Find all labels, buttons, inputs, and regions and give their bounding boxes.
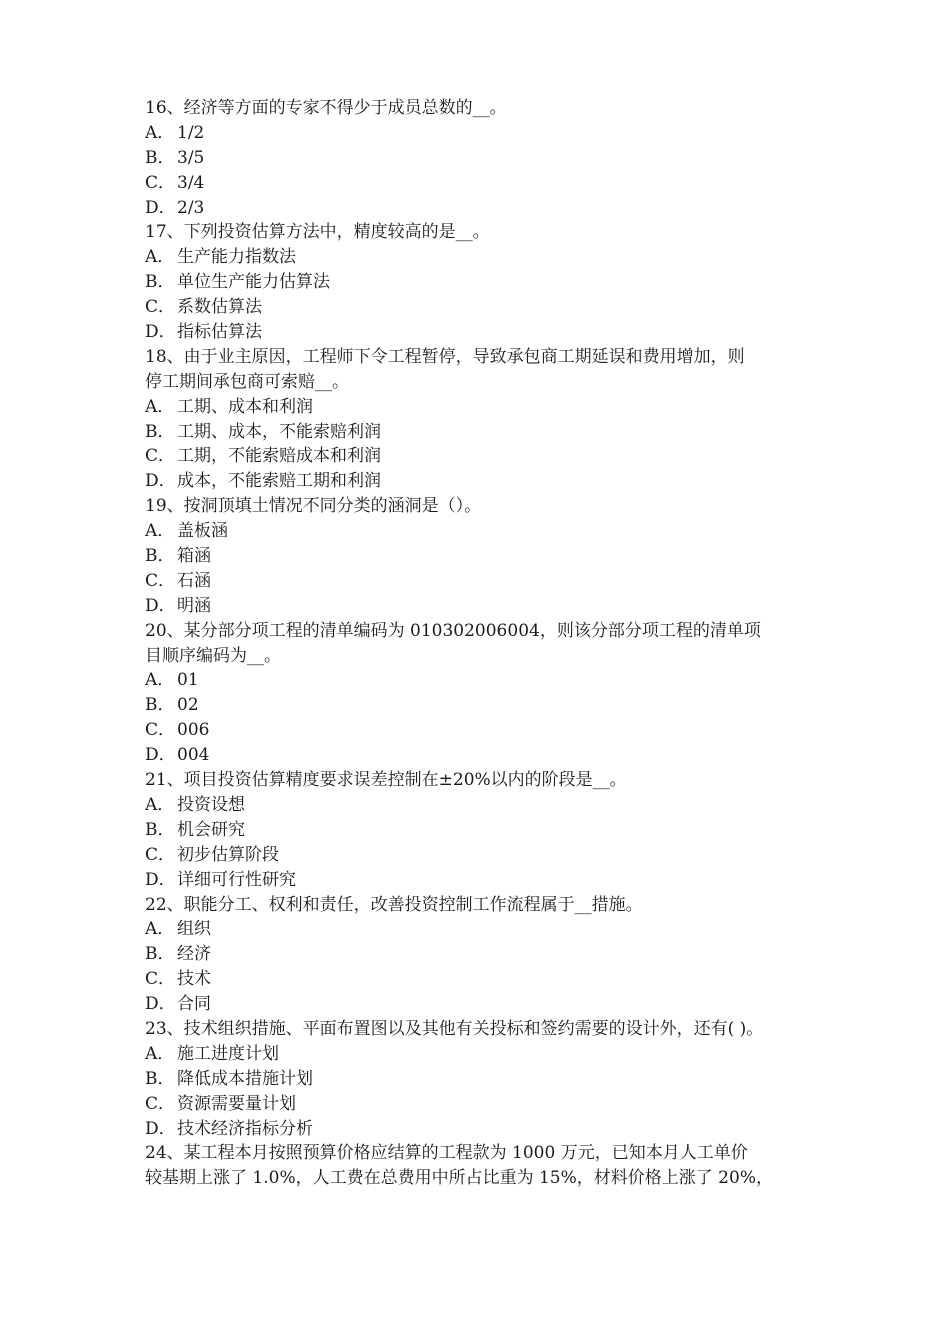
- option-text: 生产能力指数法: [177, 247, 296, 268]
- option-text: 工期，不能索赔成本和利润: [177, 446, 381, 467]
- answer-option: [145, 320, 817, 345]
- option-text: 初步估算阶段: [177, 844, 279, 865]
- answer-option: [145, 693, 817, 718]
- option-letter: A．: [145, 670, 175, 691]
- answer-option: [145, 743, 817, 768]
- option-letter: D．: [145, 595, 176, 616]
- answer-option: [145, 544, 817, 569]
- option-letter: D．: [145, 322, 176, 343]
- answer-option: [145, 171, 817, 196]
- option-letter: B．: [145, 944, 175, 965]
- question-text: 21、项目投资估算精度要求误差控制在±20%以内的阶段是__。: [145, 770, 627, 791]
- answer-option: [145, 1092, 817, 1117]
- option-letter: C．: [145, 297, 176, 318]
- question-text: 22、职能分工、权利和责任，改善投资控制工作流程属于__措施。: [145, 894, 643, 915]
- question-block: [145, 220, 817, 344]
- answer-option: [145, 718, 817, 743]
- question-text: 较基期上涨了 1.0%，人工费在总费用中所占比重为 15%，材料价格上涨了 20%，: [145, 1168, 773, 1189]
- answer-option: [145, 270, 817, 295]
- option-letter: C．: [145, 720, 176, 741]
- option-letter: A．: [145, 396, 175, 417]
- question-text: 23、技术组织措施、平面布置图以及其他有关投标和签约需要的设计外，还有( )。: [145, 1018, 764, 1039]
- option-text: 工期、成本，不能索赔利润: [177, 421, 381, 442]
- question-block: [145, 96, 817, 220]
- option-letter: B．: [145, 272, 175, 293]
- option-text: 单位生产能力估算法: [177, 272, 330, 293]
- option-text: 施工进度计划: [177, 1043, 279, 1064]
- option-text: 006: [177, 720, 210, 741]
- question-text: 19、按洞顶填土情况不同分类的涵洞是（）。: [145, 496, 482, 517]
- option-letter: A．: [145, 1043, 175, 1064]
- option-letter: B．: [145, 819, 175, 840]
- answer-option: [145, 469, 817, 494]
- answer-option: [145, 992, 817, 1017]
- option-letter: C．: [145, 570, 176, 591]
- document-page: [145, 96, 817, 1191]
- answer-option: [145, 668, 817, 693]
- option-letter: D．: [145, 869, 176, 890]
- question-text: 16、经济等方面的专家不得少于成员总数的__。: [145, 98, 507, 118]
- option-letter: C．: [145, 844, 176, 865]
- option-text: 成本，不能索赔工期和利润: [177, 471, 381, 492]
- question-block: [145, 619, 817, 768]
- answer-option: [145, 295, 817, 320]
- option-text: 石涵: [177, 570, 211, 591]
- option-text: 合同: [177, 994, 211, 1015]
- option-letter: C．: [145, 446, 176, 467]
- answer-option: [145, 420, 817, 445]
- option-text: 组织: [177, 919, 211, 940]
- option-text: 明涵: [177, 595, 211, 616]
- option-letter: D．: [145, 471, 176, 492]
- question-text: 停工期间承包商可索赔__。: [145, 371, 349, 392]
- option-text: 技术: [177, 969, 211, 990]
- answer-option: [145, 1067, 817, 1092]
- option-letter: C．: [145, 1093, 176, 1114]
- option-text: 技术经济指标分析: [177, 1118, 313, 1139]
- answer-option: [145, 843, 817, 868]
- question-text: 18、由于业主原因，工程师下令工程暂停，导致承包商工期延误和费用增加，则: [145, 346, 745, 367]
- option-text: 箱涵: [177, 546, 211, 567]
- option-letter: A．: [145, 122, 175, 143]
- option-text: 资源需要量计划: [177, 1093, 296, 1114]
- answer-option: [145, 519, 817, 544]
- option-text: 1/2: [177, 122, 205, 143]
- option-letter: A．: [145, 794, 175, 815]
- question-block: [145, 345, 817, 494]
- answer-option: [145, 917, 817, 942]
- option-letter: A．: [145, 247, 175, 268]
- option-letter: A．: [145, 521, 175, 542]
- answer-option: [145, 967, 817, 992]
- option-letter: D．: [145, 197, 176, 218]
- option-text: 盖板涵: [177, 521, 228, 542]
- answer-option: [145, 245, 817, 270]
- option-letter: B．: [145, 1068, 175, 1089]
- option-text: 机会研究: [177, 819, 245, 840]
- question-block: [145, 1141, 817, 1191]
- answer-option: [145, 395, 817, 420]
- option-text: 004: [177, 745, 210, 766]
- option-letter: B．: [145, 695, 175, 716]
- question-text: 24、某工程本月按照预算价格应结算的工程款为 1000 万元，已知本月人工单价: [145, 1143, 748, 1164]
- option-text: 3/5: [177, 147, 205, 168]
- question-block: [145, 494, 817, 618]
- option-text: 详细可行性研究: [177, 869, 296, 890]
- option-text: 01: [177, 670, 199, 691]
- question-block: [145, 768, 817, 892]
- answer-option: [145, 868, 817, 893]
- option-letter: A．: [145, 919, 175, 940]
- option-letter: B．: [145, 421, 175, 442]
- option-letter: D．: [145, 1118, 176, 1139]
- option-letter: B．: [145, 147, 175, 168]
- option-letter: B．: [145, 546, 175, 567]
- answer-option: [145, 1042, 817, 1067]
- option-text: 2/3: [177, 197, 205, 218]
- answer-option: [145, 942, 817, 967]
- option-text: 指标估算法: [177, 322, 262, 343]
- answer-option: [145, 121, 817, 146]
- question-text: 目顺序编码为__。: [145, 645, 281, 666]
- answer-option: [145, 146, 817, 171]
- option-text: 系数估算法: [177, 297, 262, 318]
- answer-option: [145, 444, 817, 469]
- answer-option: [145, 793, 817, 818]
- answer-option: [145, 818, 817, 843]
- option-text: 3/4: [177, 172, 205, 193]
- question-block: [145, 893, 817, 1017]
- option-letter: D．: [145, 994, 176, 1015]
- option-text: 降低成本措施计划: [177, 1068, 313, 1089]
- answer-option: [145, 594, 817, 619]
- option-text: 经济: [177, 944, 211, 965]
- option-letter: D．: [145, 745, 176, 766]
- question-block: [145, 1017, 817, 1141]
- answer-option: [145, 196, 817, 221]
- option-letter: C．: [145, 969, 176, 990]
- question-text: 17、下列投资估算方法中，精度较高的是__。: [145, 222, 490, 243]
- answer-option: [145, 1117, 817, 1142]
- option-text: 02: [177, 695, 199, 716]
- option-letter: C．: [145, 172, 176, 193]
- option-text: 投资设想: [177, 794, 245, 815]
- answer-option: [145, 569, 817, 594]
- option-text: 工期、成本和利润: [177, 396, 313, 417]
- question-text: 20、某分部分项工程的清单编码为 010302006004，则该分部分项工程的清单项: [145, 620, 761, 641]
